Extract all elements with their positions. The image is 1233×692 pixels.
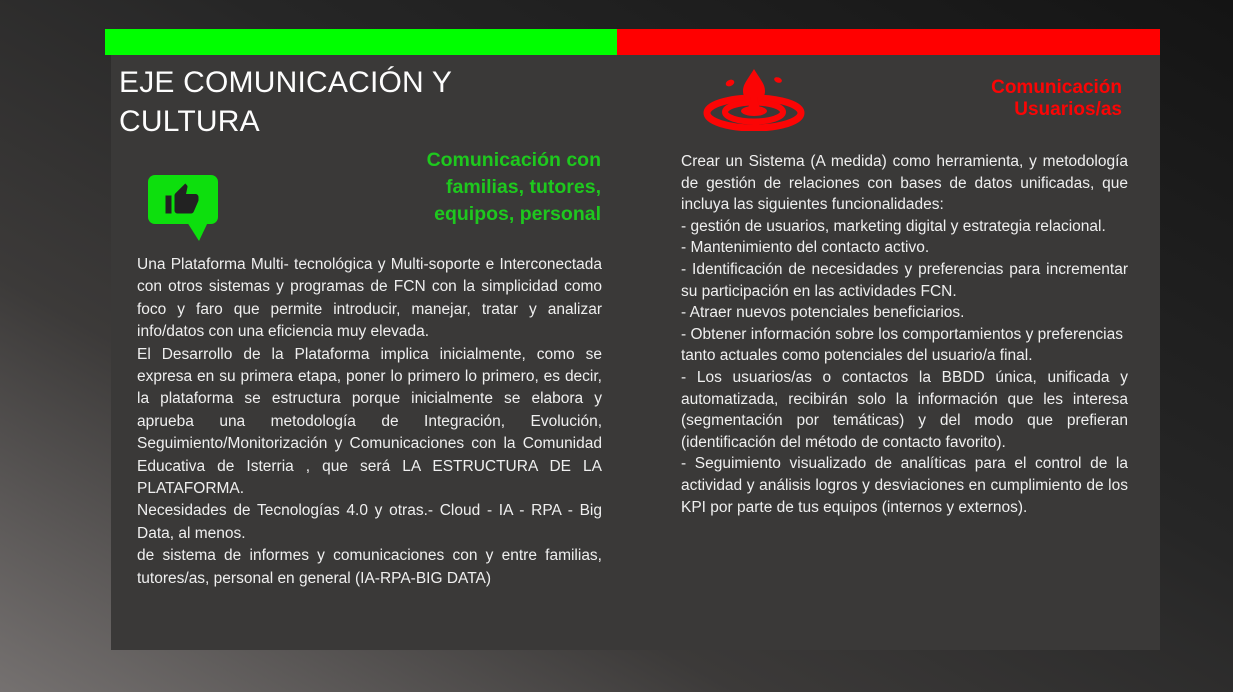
text-paragraph: - gestión de usuarios, marketing digital y estrategia relacional. [681, 217, 1106, 235]
text-paragraph: - Los usuarios/as o contactos la BBDD única, unificada y automatizada, recibirán solo la información que les interesa (segmentación por temáticas) y del modo que prefieran (identificación del método de contacto favorito). [681, 368, 1128, 451]
text-paragraph: Crear un Sistema (A medida) como herramienta, y metodología de gestión de relaciones con bases de datos unificadas, que incluya las siguientes funcionalidades: [681, 153, 1128, 214]
left-section-heading: Comunicación con familias, tutores, equipos, personal [426, 149, 601, 225]
text-paragraph: - Obtener información sobre los comportamientos y preferencias tanto actuales como potenciales del usuario/a final. [681, 325, 1123, 365]
slide-body [111, 55, 1160, 650]
thumbs-up-speech-bubble-icon [147, 174, 219, 244]
text-paragraph: - Atraer nuevos potenciales beneficiarios. [681, 304, 965, 322]
water-drop-splash-icon [703, 67, 805, 131]
green-bar-segment [105, 29, 617, 55]
text-paragraph: de sistema de informes y comunicaciones con y entre familias, tutores/as, personal en general (IA-RPA-BIG DATA) [137, 547, 602, 587]
top-accent-bar [105, 29, 1160, 55]
text-paragraph: - Seguimiento visualizado de analíticas para el control de la actividad y análisis logros y desviaciones en cumplimiento de los KPI por parte de tus equipos (internos y externos). [681, 455, 1128, 516]
left-section-body [137, 254, 602, 590]
text-paragraph: Necesidades de Tecnologías 4.0 y otras.- Cloud - IA - RPA - Big Data, al menos. [137, 502, 602, 542]
right-section-heading: Comunicación Usuarios/as [991, 77, 1122, 120]
text-paragraph: Una Plataforma Multi- tecnológica y Multi-soporte e Interconectada con otros sistemas y programas de FCN con la simplicidad como foco y faro que permite introducir, manejar, tratar y analizar info/datos con una eficiencia muy elevada. [137, 256, 602, 341]
red-bar-segment [617, 29, 1160, 55]
text-paragraph: - Identificación de necesidades y preferencias para incrementar su participación en las actividades FCN. [681, 260, 1128, 300]
text-paragraph: El Desarrollo de la Plataforma implica inicialmente, como se expresa en su primera etapa, poner lo primero lo primero, es decir, la plataforma se estructura porque inicialmente se elabora y aprueba una metodología de Integración, Evolución, Seguimiento/Monitorización y Comunicaciones con la Comunidad Educativa de Isterria , que será LA ESTRUCTURA DE LA PLATAFORMA. [137, 345, 602, 498]
text-paragraph: - Mantenimiento del contacto activo. [681, 239, 930, 257]
right-section-body [681, 151, 1128, 518]
slide-title: EJE COMUNICACIÓN Y CULTURA [119, 66, 452, 138]
